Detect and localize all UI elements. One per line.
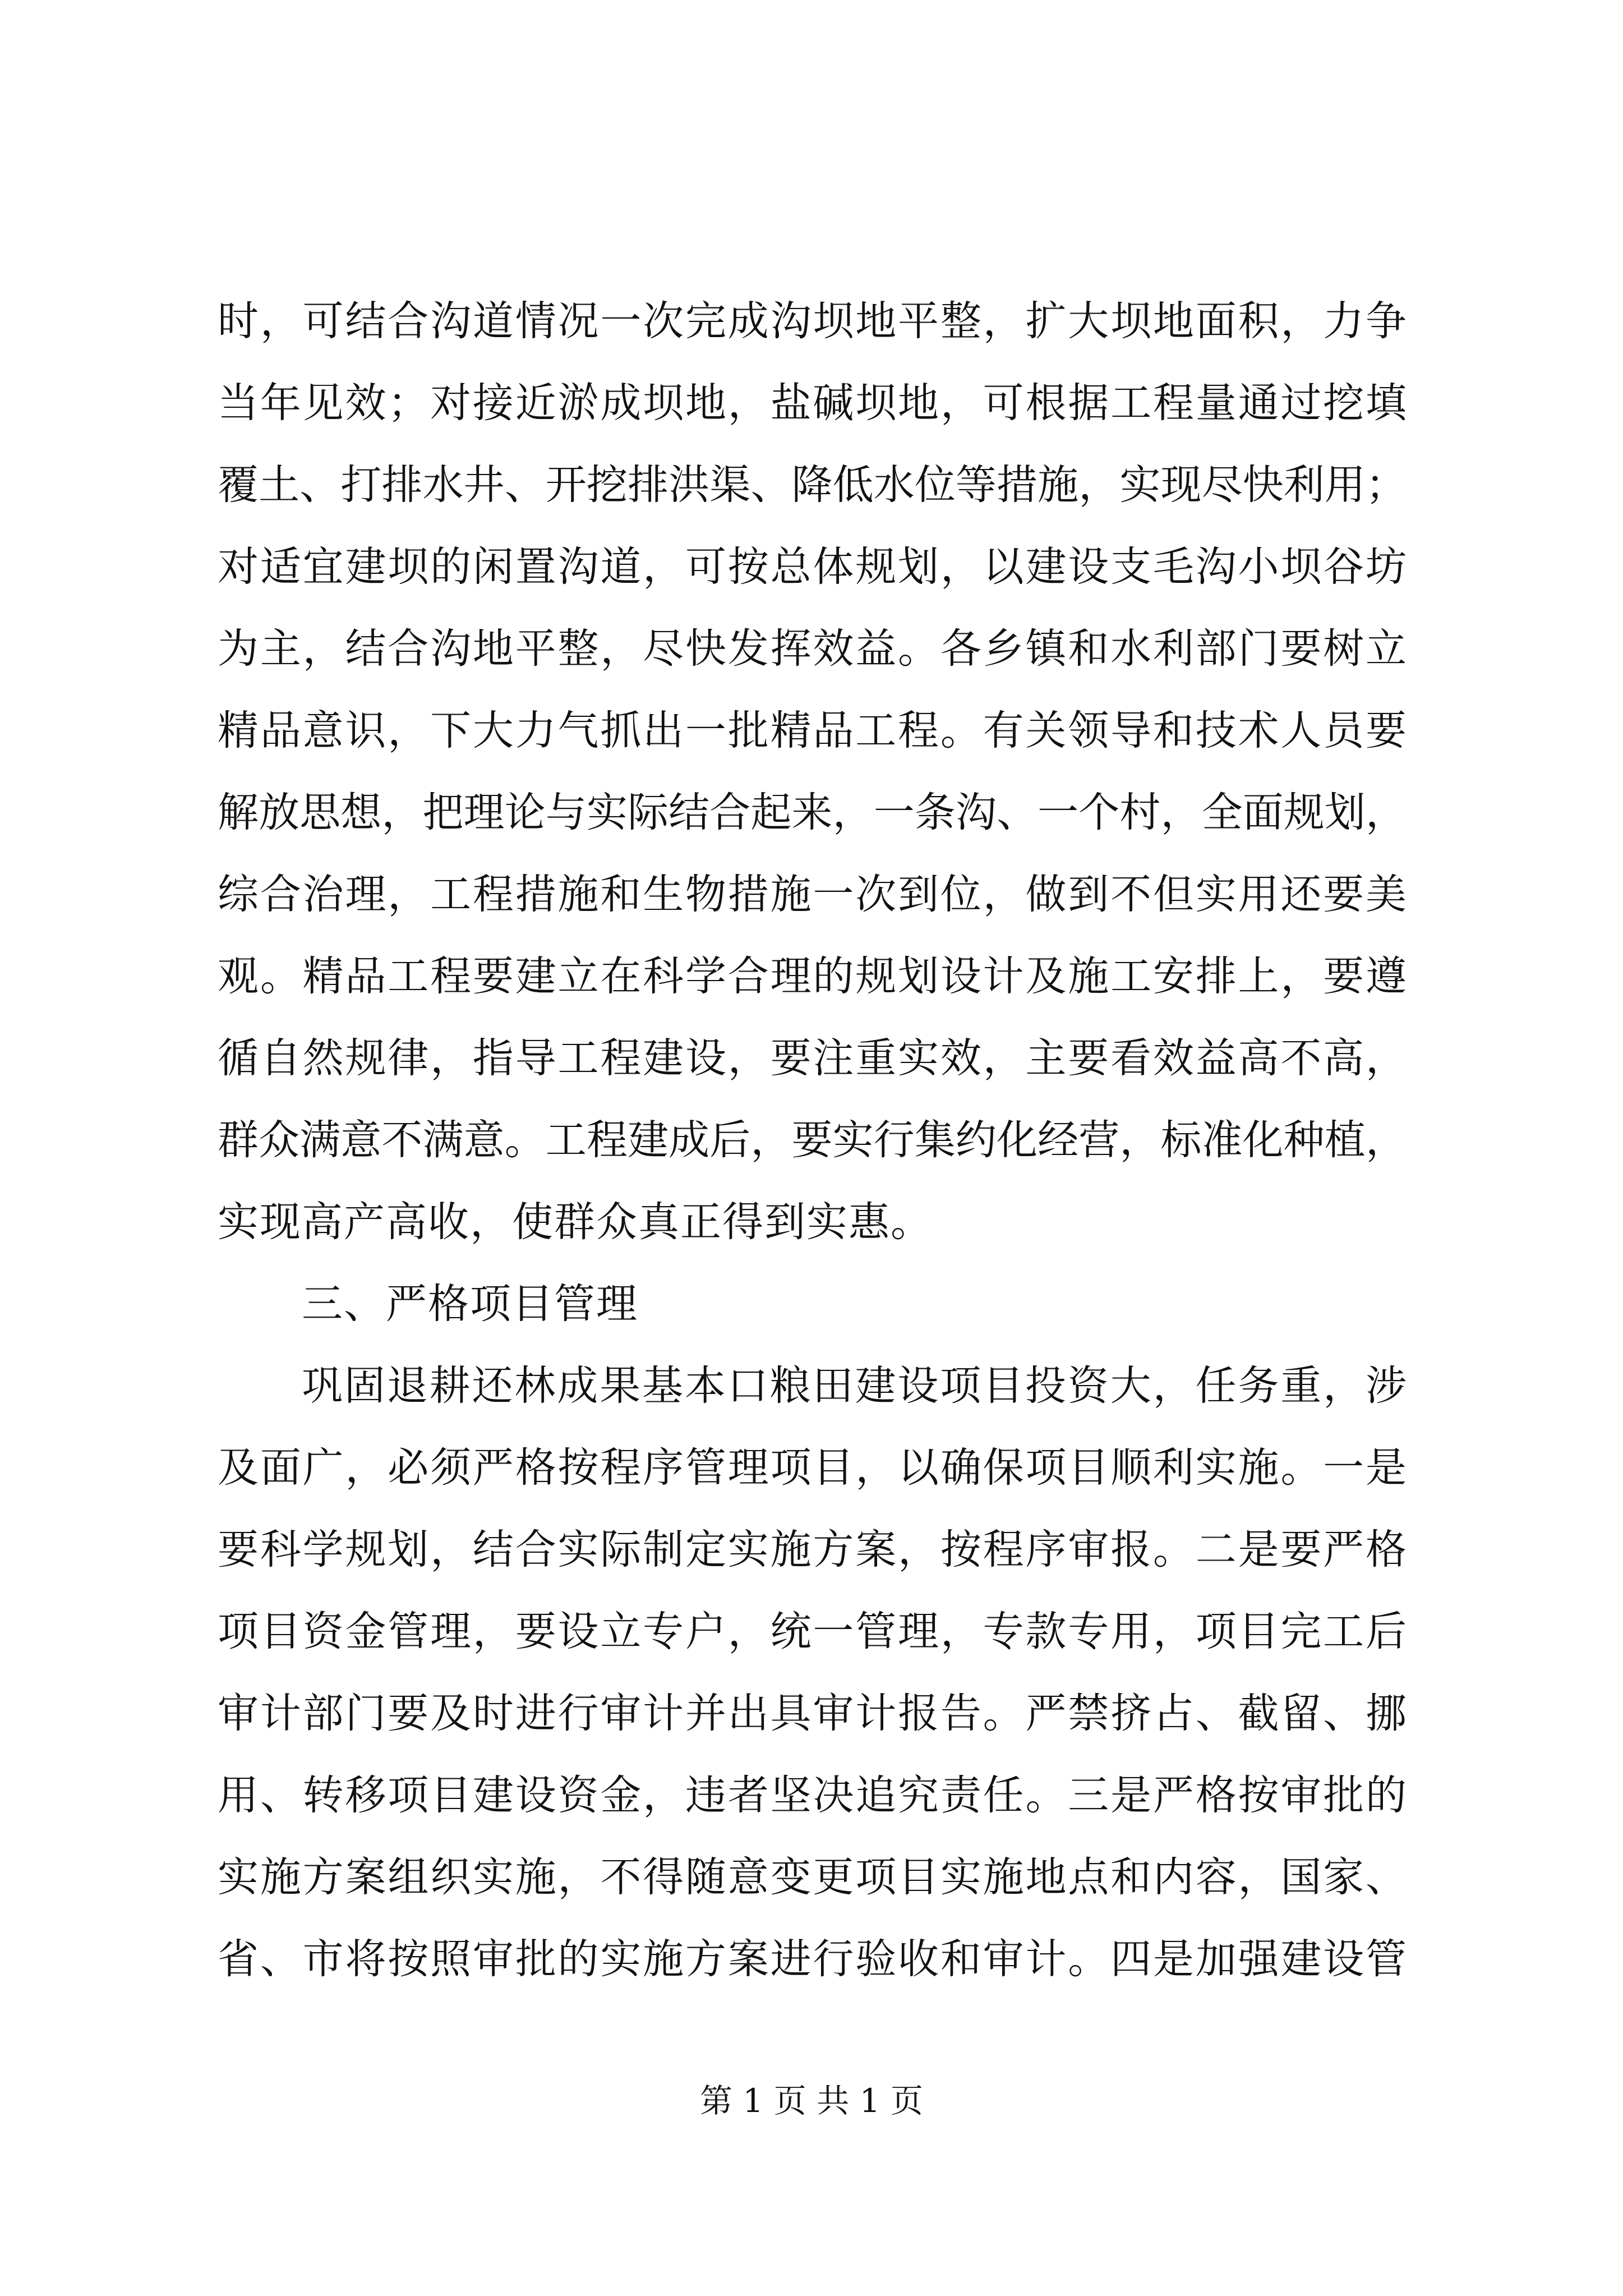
text-line: 解放思想，把理论与实际结合起来，一条沟、一个村，全面规划， [218, 789, 1407, 836]
text-line: 要科学规划，结合实际制定实施方案，按程序审报。二是要严格 [218, 1526, 1407, 1573]
document-body [218, 280, 1407, 2000]
page-number-label: 第 1 页 共 1 页 [700, 2082, 923, 2120]
text-line: 观。精品工程要建立在科学合理的规划设计及施工安排上，要遵 [218, 953, 1407, 1000]
text-line: 实施方案组织实施，不得随意变更项目实施地点和内容，国家、 [218, 1853, 1407, 1901]
text-line: 实现高产高收，使群众真正得到实惠。 [218, 1198, 933, 1246]
text-line: 对适宜建坝的闲置沟道，可按总体规划，以建设支毛沟小坝谷坊 [218, 543, 1407, 591]
text-line: 省、市将按照审批的实施方案进行验收和审计。四是加强建设管 [218, 1935, 1407, 1983]
text-line: 当年见效；对接近淤成坝地，盐碱坝地，可根据工程量通过挖填 [218, 379, 1407, 427]
text-line: 时，可结合沟道情况一次完成沟坝地平整，扩大坝地面积，力争 [218, 297, 1407, 345]
page-footer [0, 2076, 1623, 2126]
text-line: 项目资金管理，要设立专户，统一管理，专款专用，项目完工后 [218, 1608, 1407, 1655]
text-line: 巩固退耕还林成果基本口粮田建设项目投资大，任务重，涉 [302, 1362, 1407, 1410]
text-line: 为主，结合沟地平整，尽快发挥效益。各乡镇和水利部门要树立 [218, 625, 1407, 673]
text-line: 覆土、打排水井、开挖排洪渠、降低水位等措施，实现尽快利用； [218, 461, 1407, 509]
text-line: 用、转移项目建设资金，违者坚决追究责任。三是严格按审批的 [218, 1772, 1407, 1819]
section-heading: 三、严格项目管理 [302, 1280, 638, 1328]
text-line: 审计部门要及时进行审计并出具审计报告。严禁挤占、截留、挪 [218, 1690, 1407, 1737]
text-line: 精品意识，下大力气抓出一批精品工程。有关领导和技术人员要 [218, 707, 1407, 754]
text-line: 综合治理，工程措施和生物措施一次到位，做到不但实用还要美 [218, 871, 1407, 918]
text-line: 及面广，必须严格按程序管理项目，以确保项目顺利实施。一是 [218, 1444, 1407, 1492]
text-line: 群众满意不满意。工程建成后，要实行集约化经营，标准化种植， [218, 1116, 1407, 1164]
text-line: 循自然规律，指导工程建设，要注重实效，主要看效益高不高， [218, 1034, 1407, 1082]
